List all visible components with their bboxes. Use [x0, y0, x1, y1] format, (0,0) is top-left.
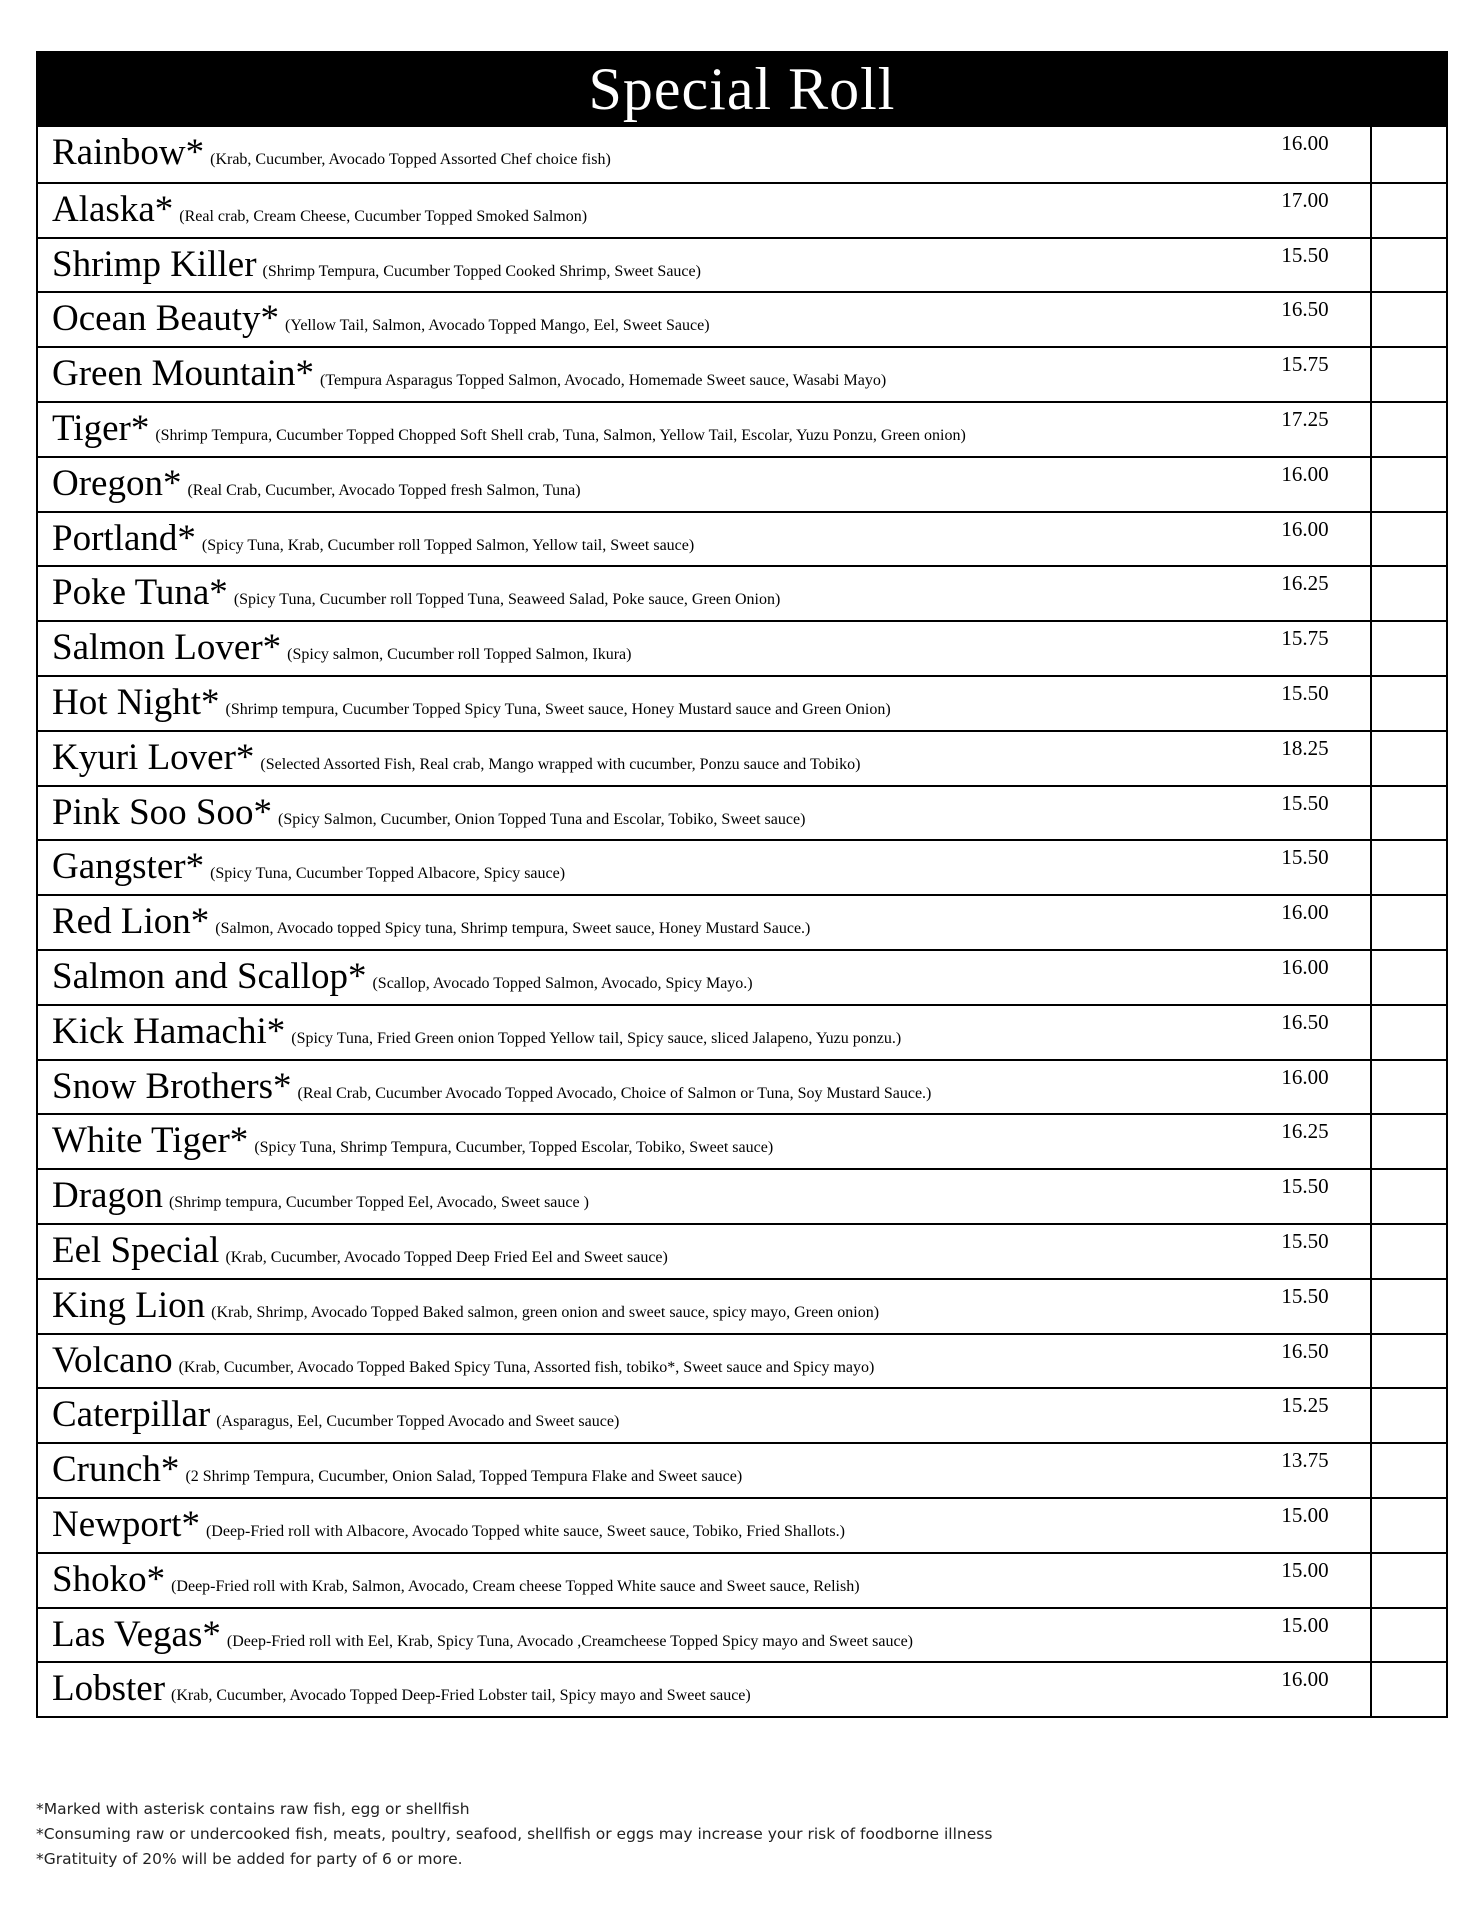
item-price: 16.00 — [1281, 954, 1329, 979]
item-description: (Real Crab, Cucumber, Avocado Topped fresh Salmon, Tuna) — [187, 481, 581, 499]
menu-row — [38, 620, 1446, 675]
item-description: (Spicy Tuna, Fried Green onion Topped Yellow tail, Spicy sauce, sliced Jalapeno, Yuzu ponzu.) — [291, 1029, 902, 1047]
menu-row — [38, 1552, 1446, 1607]
item-cell — [38, 1609, 1240, 1662]
item-cell — [38, 348, 1240, 401]
item-description: (Yellow Tail, Salmon, Avocado Topped Mango, Eel, Sweet Sauce) — [285, 317, 710, 335]
item-cell — [38, 403, 1240, 456]
item-price: 15.00 — [1281, 1502, 1329, 1527]
item-price: 15.50 — [1281, 242, 1329, 267]
item-price: 16.50 — [1281, 1338, 1329, 1363]
item-description: (Krab, Cucumber, Avocado Topped Baked Spicy Tuna, Assorted fish, tobiko*, Sweet sauce and Spicy mayo) — [178, 1358, 875, 1376]
item-name: Poke Tuna* — [52, 572, 228, 614]
blank-cell — [1370, 458, 1446, 511]
item-name: Eel Special — [52, 1229, 220, 1271]
blank-cell — [1370, 677, 1446, 730]
menu-row — [38, 456, 1446, 511]
item-cell — [38, 513, 1240, 566]
item-name: Caterpillar — [52, 1394, 211, 1436]
blank-cell — [1370, 403, 1446, 456]
blank-cell — [1370, 841, 1446, 894]
item-cell — [38, 1280, 1240, 1333]
item-description: (Shrimp Tempura, Cucumber Topped Cooked Shrimp, Sweet Sauce) — [262, 262, 701, 280]
item-cell — [38, 293, 1240, 346]
item-price: 16.25 — [1281, 571, 1329, 596]
item-price: 16.50 — [1281, 297, 1329, 322]
menu-row — [38, 894, 1446, 949]
menu-row — [38, 785, 1446, 840]
item-cell — [38, 1663, 1240, 1716]
item-price: 15.75 — [1281, 352, 1329, 377]
blank-cell — [1370, 239, 1446, 292]
blank-cell — [1370, 1554, 1446, 1607]
blank-cell — [1370, 1225, 1446, 1278]
menu-row — [38, 1223, 1446, 1278]
item-cell — [38, 1444, 1240, 1497]
item-name: Tiger* — [52, 407, 150, 449]
item-cell — [38, 1554, 1240, 1607]
blank-cell — [1370, 127, 1446, 182]
item-name: Newport* — [52, 1503, 200, 1545]
menu-row — [38, 565, 1446, 620]
item-name: Green Mountain* — [52, 353, 315, 395]
item-price: 15.50 — [1281, 1283, 1329, 1308]
blank-cell — [1370, 951, 1446, 1004]
blank-cell — [1370, 513, 1446, 566]
item-price: 17.25 — [1281, 406, 1329, 431]
footnote-foodborne-illness: *Consuming raw or undercooked fish, meats, poultry, seafood, shellfish or eggs may increase your risk of foodborne illness — [36, 1825, 993, 1843]
item-description: (2 Shrimp Tempura, Cucumber, Onion Salad, Topped Tempura Flake and Sweet sauce) — [185, 1468, 743, 1486]
item-price: 16.50 — [1281, 1009, 1329, 1034]
blank-cell — [1370, 293, 1446, 346]
item-price: 15.50 — [1281, 845, 1329, 870]
item-description: (Real crab, Cream Cheese, Cucumber Topped Smoked Salmon) — [179, 207, 588, 225]
menu-row — [38, 1387, 1446, 1442]
item-cell — [38, 841, 1240, 894]
blank-cell — [1370, 896, 1446, 949]
item-description: (Spicy Tuna, Krab, Cucumber roll Topped Salmon, Yellow tail, Sweet sauce) — [201, 536, 695, 554]
item-cell — [38, 787, 1240, 840]
blank-cell — [1370, 1170, 1446, 1223]
item-name: Las Vegas* — [52, 1613, 221, 1655]
menu-row — [38, 237, 1446, 292]
item-description: (Krab, Cucumber, Avocado Topped Deep-Fried Lobster tail, Spicy mayo and Sweet sauce) — [171, 1687, 751, 1705]
blank-cell — [1370, 787, 1446, 840]
item-name: Shrimp Killer — [52, 243, 257, 285]
item-cell — [38, 1115, 1240, 1168]
menu-row — [38, 1113, 1446, 1168]
item-price: 15.25 — [1281, 1393, 1329, 1418]
item-price: 16.00 — [1281, 516, 1329, 541]
item-price: 15.50 — [1281, 1174, 1329, 1199]
item-name: Oregon* — [52, 462, 182, 504]
blank-cell — [1370, 1609, 1446, 1662]
item-price: 17.00 — [1281, 187, 1329, 212]
menu-row — [38, 1497, 1446, 1552]
menu-row — [38, 511, 1446, 566]
item-name: Kyuri Lover* — [52, 736, 255, 778]
item-name: King Lion — [52, 1284, 206, 1326]
item-description: (Shrimp Tempura, Cucumber Topped Chopped Soft Shell crab, Tuna, Salmon, Yellow Tail, Escolar, Yuzu Ponzu, Green onion) — [155, 426, 966, 444]
item-price: 16.00 — [1281, 900, 1329, 925]
footnotes — [36, 1797, 1436, 1872]
blank-cell — [1370, 1389, 1446, 1442]
item-name: Snow Brothers* — [52, 1065, 292, 1107]
item-price: 15.00 — [1281, 1612, 1329, 1637]
item-description: (Spicy Salmon, Cucumber, Onion Topped Tuna and Escolar, Tobiko, Sweet sauce) — [278, 810, 806, 828]
item-price: 16.00 — [1281, 461, 1329, 486]
item-price: 16.00 — [1281, 131, 1329, 155]
item-cell — [38, 622, 1240, 675]
item-cell — [38, 127, 1240, 182]
menu-row — [38, 949, 1446, 1004]
item-description: (Deep-Fried roll with Eel, Krab, Spicy Tuna, Avocado ,Creamcheese Topped Spicy mayo and Sweet sauce) — [226, 1632, 913, 1650]
item-description: (Shrimp tempura, Cucumber Topped Spicy Tuna, Sweet sauce, Honey Mustard sauce and Green Onion) — [225, 700, 891, 718]
menu-row — [38, 1059, 1446, 1114]
item-description: (Scallop, Avocado Topped Salmon, Avocado, Spicy Mayo.) — [372, 974, 753, 992]
item-name: Ocean Beauty* — [52, 298, 280, 340]
menu-row — [38, 1278, 1446, 1333]
item-description: (Real Crab, Cucumber Avocado Topped Avocado, Choice of Salmon or Tuna, Soy Mustard Sauce.) — [297, 1084, 932, 1102]
item-price: 13.75 — [1281, 1448, 1329, 1473]
item-cell — [38, 184, 1240, 237]
menu-row — [38, 1168, 1446, 1223]
blank-cell — [1370, 1061, 1446, 1114]
blank-cell — [1370, 1006, 1446, 1059]
item-name: Salmon and Scallop* — [52, 955, 367, 997]
item-price: 15.50 — [1281, 790, 1329, 815]
item-price: 18.25 — [1281, 735, 1329, 760]
blank-cell — [1370, 1335, 1446, 1388]
item-price: 15.75 — [1281, 626, 1329, 651]
menu-row — [38, 182, 1446, 237]
item-cell — [38, 1061, 1240, 1114]
item-name: Salmon Lover* — [52, 627, 282, 669]
item-price: 15.00 — [1281, 1557, 1329, 1582]
item-cell — [38, 1335, 1240, 1388]
item-description: (Selected Assorted Fish, Real crab, Mango wrapped with cucumber, Ponzu sauce and Tobiko) — [260, 755, 861, 773]
item-cell — [38, 896, 1240, 949]
menu-row — [38, 127, 1446, 182]
item-description: (Shrimp tempura, Cucumber Topped Eel, Avocado, Sweet sauce ) — [168, 1194, 589, 1212]
item-description: (Spicy Tuna, Shrimp Tempura, Cucumber, Topped Escolar, Tobiko, Sweet sauce) — [254, 1139, 774, 1157]
item-description: (Krab, Cucumber, Avocado Topped Assorted Chef choice fish) — [210, 151, 611, 168]
menu-row — [38, 1333, 1446, 1388]
item-description: (Krab, Shrimp, Avocado Topped Baked salmon, green onion and sweet sauce, spicy mayo, Green onion) — [211, 1303, 880, 1321]
item-description: (Salmon, Avocado topped Spicy tuna, Shrimp tempura, Sweet sauce, Honey Mustard Sauce.) — [215, 920, 811, 938]
item-cell — [38, 1170, 1240, 1223]
item-cell — [38, 951, 1240, 1004]
item-name: Hot Night* — [52, 681, 220, 723]
item-name: Rainbow* — [52, 132, 205, 173]
item-cell — [38, 1225, 1240, 1278]
menu-title: Special Roll — [36, 51, 1448, 127]
menu-row — [38, 1442, 1446, 1497]
menu-table — [36, 127, 1448, 1718]
item-name: White Tiger* — [52, 1120, 249, 1162]
menu-row — [38, 291, 1446, 346]
blank-cell — [1370, 1115, 1446, 1168]
blank-cell — [1370, 348, 1446, 401]
item-name: Red Lion* — [52, 901, 210, 943]
item-name: Dragon — [52, 1175, 163, 1217]
item-name: Crunch* — [52, 1449, 180, 1491]
menu-row — [38, 1607, 1446, 1662]
item-cell — [38, 239, 1240, 292]
item-name: Kick Hamachi* — [52, 1010, 286, 1052]
item-name: Volcano — [52, 1339, 173, 1381]
menu-row — [38, 839, 1446, 894]
item-description: (Spicy salmon, Cucumber roll Topped Salmon, Ikura) — [287, 646, 632, 664]
item-cell — [38, 567, 1240, 620]
blank-cell — [1370, 567, 1446, 620]
item-description: (Krab, Cucumber, Avocado Topped Deep Fried Eel and Sweet sauce) — [225, 1248, 668, 1266]
item-cell — [38, 1006, 1240, 1059]
footnote-gratuity: *Gratituity of 20% will be added for party of 6 or more. — [36, 1850, 463, 1868]
item-description: (Tempura Asparagus Topped Salmon, Avocado, Homemade Sweet sauce, Wasabi Mayo) — [320, 372, 887, 390]
item-name: Pink Soo Soo* — [52, 791, 273, 833]
item-cell — [38, 1389, 1240, 1442]
item-cell — [38, 1499, 1240, 1552]
footnote-raw-fish: *Marked with asterisk contains raw fish, egg or shellfish — [36, 1800, 470, 1818]
item-cell — [38, 732, 1240, 785]
blank-cell — [1370, 732, 1446, 785]
item-description: (Deep-Fried roll with Krab, Salmon, Avocado, Cream cheese Topped White sauce and Sweet sauce, Relish) — [171, 1577, 860, 1595]
blank-cell — [1370, 1280, 1446, 1333]
menu-row — [38, 1661, 1446, 1716]
item-cell — [38, 458, 1240, 511]
menu-row — [38, 675, 1446, 730]
item-price: 15.50 — [1281, 680, 1329, 705]
item-description: (Asparagus, Eel, Cucumber Topped Avocado and Sweet sauce) — [216, 1413, 620, 1431]
menu-section — [36, 51, 1448, 1718]
item-description: (Spicy Tuna, Cucumber Topped Albacore, Spicy sauce) — [210, 865, 566, 883]
item-description: (Deep-Fried roll with Albacore, Avocado Topped white sauce, Sweet sauce, Tobiko, Fried Shallots.) — [205, 1522, 845, 1540]
item-name: Lobster — [52, 1668, 166, 1710]
item-name: Portland* — [52, 517, 196, 559]
blank-cell — [1370, 622, 1446, 675]
item-price: 16.00 — [1281, 1667, 1329, 1692]
menu-row — [38, 401, 1446, 456]
item-cell — [38, 677, 1240, 730]
blank-cell — [1370, 1444, 1446, 1497]
menu-row — [38, 1004, 1446, 1059]
item-name: Alaska* — [52, 188, 174, 230]
item-name: Gangster* — [52, 846, 205, 888]
blank-cell — [1370, 1499, 1446, 1552]
item-price: 15.50 — [1281, 1228, 1329, 1253]
item-description: (Spicy Tuna, Cucumber roll Topped Tuna, Seaweed Salad, Poke sauce, Green Onion) — [233, 591, 781, 609]
blank-cell — [1370, 184, 1446, 237]
menu-row — [38, 346, 1446, 401]
item-price: 16.00 — [1281, 1064, 1329, 1089]
menu-row — [38, 730, 1446, 785]
item-name: Shoko* — [52, 1558, 166, 1600]
blank-cell — [1370, 1663, 1446, 1716]
item-price: 16.25 — [1281, 1119, 1329, 1144]
